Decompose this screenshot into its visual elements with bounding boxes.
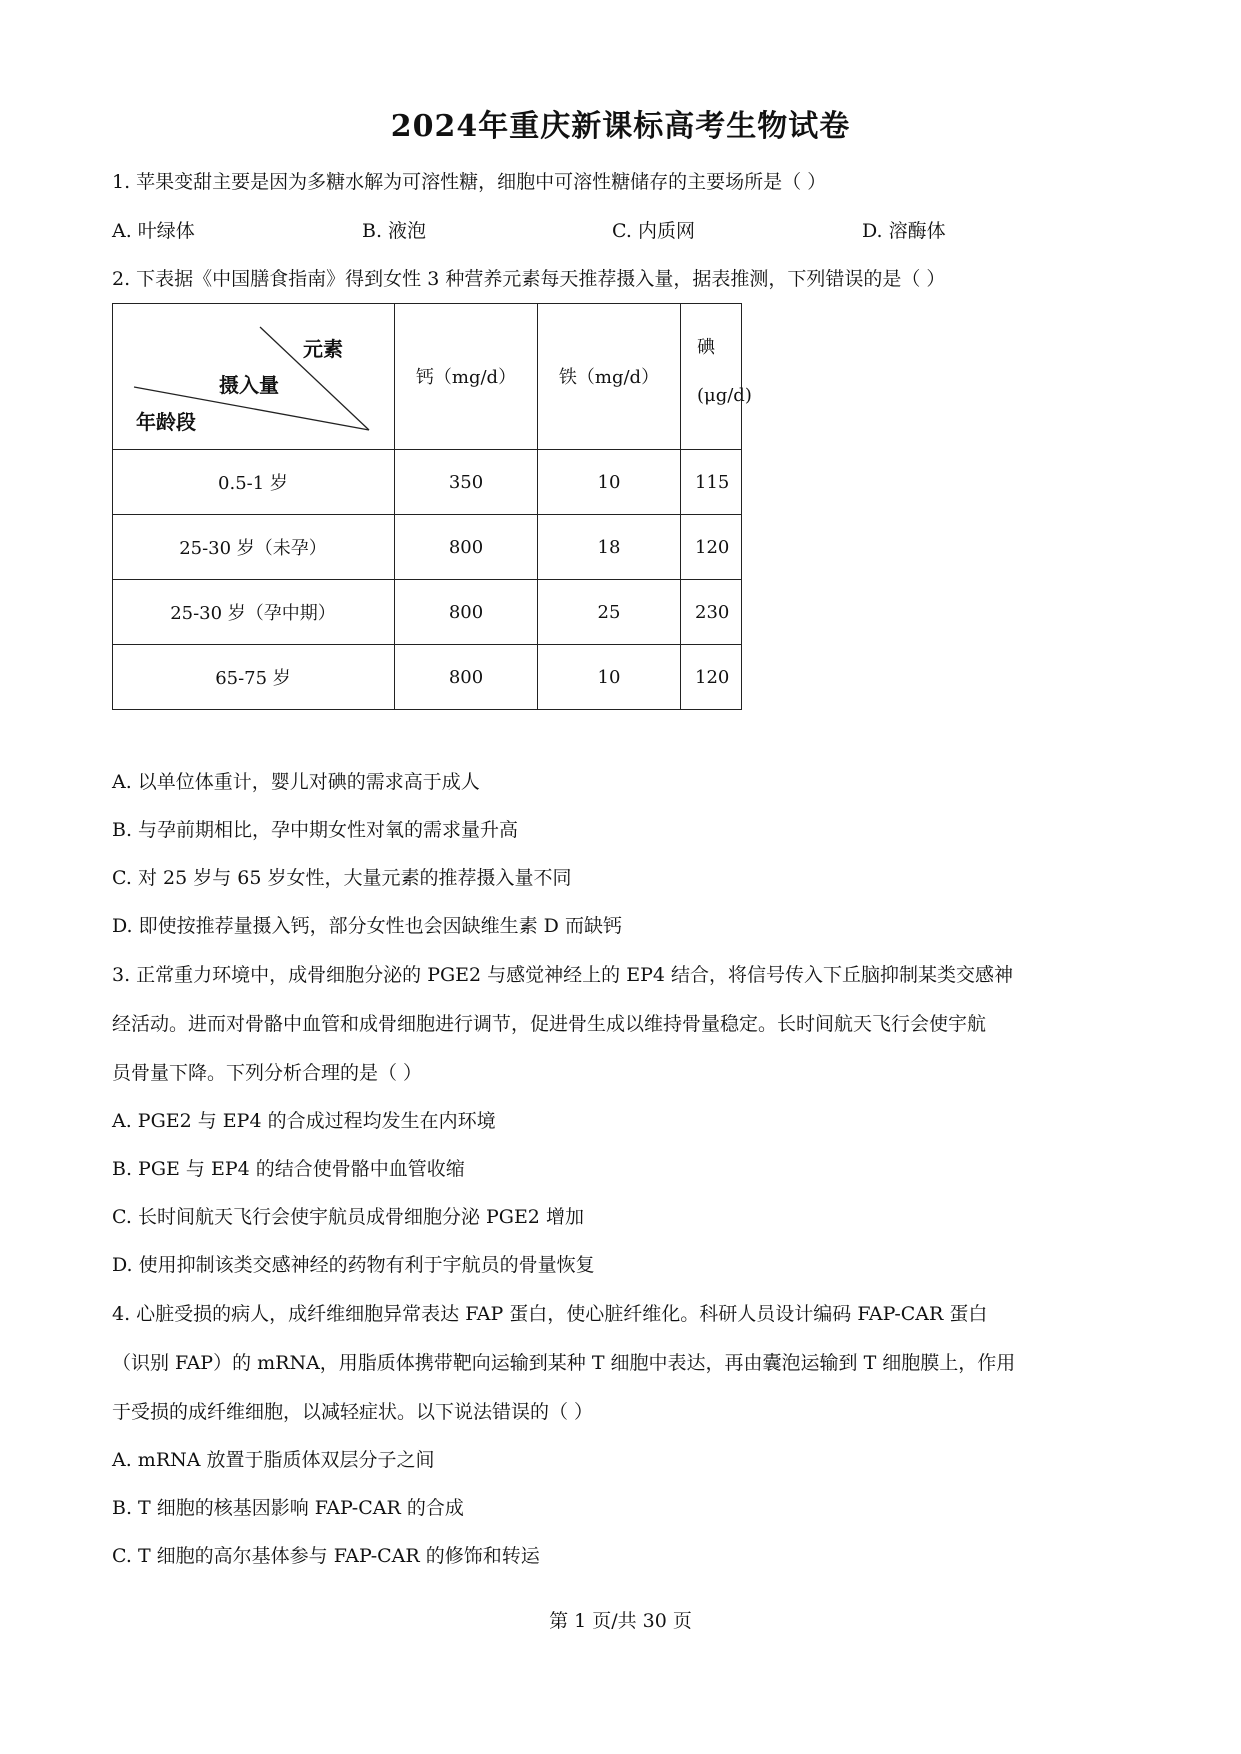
question-2-option-d: D. 即使按推荐量摄入钙，部分女性也会因缺维生素 D 而缺钙 [112, 915, 622, 937]
table-cell-age: 25-30 岁（孕中期） [112, 580, 395, 645]
table-cell-iodine: 120 [681, 515, 742, 580]
table-cell-iron: 10 [538, 645, 681, 710]
question-3-option-c: C. 长时间航天飞行会使宇航员成骨细胞分泌 PGE2 增加 [112, 1206, 584, 1228]
question-4-stem-line-1: 4. 心脏受损的病人，成纤维细胞异常表达 FAP 蛋白，使心脏纤维化。科研人员设计编码 FAP-CAR 蛋白 [112, 1303, 988, 1325]
table-cell-iodine: 120 [681, 645, 742, 710]
question-3-option-d: D. 使用抑制该类交感神经的药物有利于宇航员的骨量恢复 [112, 1254, 595, 1276]
table-cell-calcium: 350 [395, 450, 538, 515]
question-1-option-a: A. 叶绿体 [112, 220, 195, 242]
question-4-option-a: A. mRNA 放置于脂质体双层分子之间 [112, 1449, 435, 1471]
table-cell-age: 0.5-1 岁 [112, 450, 395, 515]
question-4-option-c: C. T 细胞的高尔基体参与 FAP-CAR 的修饰和转运 [112, 1545, 540, 1567]
table-cell-age: 65-75 岁 [112, 645, 395, 710]
question-2-stem: 2. 下表据《中国膳食指南》得到女性 3 种营养元素每天推荐摄入量，据表推测，下列错误的是（ ） [112, 268, 946, 290]
page-number-footer: 第 1 页/共 30 页 [549, 1610, 692, 1632]
table-cell-iodine: 230 [681, 580, 742, 645]
table-cell-iron: 18 [538, 515, 681, 580]
question-3-option-a: A. PGE2 与 EP4 的合成过程均发生在内环境 [112, 1110, 496, 1132]
table-cell-calcium: 800 [395, 645, 538, 710]
table-corner-cell [112, 303, 395, 450]
question-3-stem-line-2: 经活动。进而对骨骼中血管和成骨细胞进行调节，促进骨生成以维持骨量稳定。长时间航天飞行会使宇航 [112, 1013, 987, 1035]
question-4-stem-line-3: 于受损的成纤维细胞，以减轻症状。以下说法错误的（ ） [112, 1401, 594, 1423]
question-2-option-b: B. 与孕前期相比，孕中期女性对氧的需求量升高 [112, 819, 519, 841]
question-1-option-b: B. 液泡 [362, 220, 427, 242]
corner-label-intake: 摄入量 [219, 373, 279, 397]
table-cell-iodine: 115 [681, 450, 742, 515]
iodine-unit: (μg/d) [697, 385, 752, 406]
table-cell-age: 25-30 岁（未孕） [112, 515, 395, 580]
page-title: 2024年重庆新课标高考生物试卷 [390, 109, 851, 144]
question-1-stem: 1. 苹果变甜主要是因为多糖水解为可溶性糖，细胞中可溶性糖储存的主要场所是（ ） [112, 171, 827, 193]
table-header-iron: 铁（mg/d） [538, 303, 681, 450]
question-3-stem-line-3: 员骨量下降。下列分析合理的是（ ） [112, 1062, 423, 1084]
table-cell-calcium: 800 [395, 515, 538, 580]
question-3-option-b: B. PGE 与 EP4 的结合使骨骼中血管收缩 [112, 1158, 465, 1180]
question-2-option-c: C. 对 25 岁与 65 岁女性，大量元素的推荐摄入量不同 [112, 867, 572, 889]
question-3-stem-line-1: 3. 正常重力环境中，成骨细胞分泌的 PGE2 与感觉神经上的 EP4 结合，将信号传入下丘脑抑制某类交感神 [112, 964, 1013, 986]
corner-label-element: 元素 [303, 337, 343, 361]
question-1-option-c: C. 内质网 [612, 220, 695, 242]
question-2-option-a: A. 以单位体重计，婴儿对碘的需求高于成人 [112, 771, 480, 793]
question-4-stem-line-2: （识别 FAP）的 mRNA，用脂质体携带靶向运输到某种 T 细胞中表达，再由囊泡运输到 T 细胞膜上，作用 [112, 1352, 1016, 1374]
table-cell-iron: 10 [538, 450, 681, 515]
table-cell-calcium: 800 [395, 580, 538, 645]
table-header-calcium: 钙（mg/d） [395, 303, 538, 450]
question-1-option-d: D. 溶酶体 [862, 220, 946, 242]
iodine-label: 碘 [697, 337, 715, 358]
table-cell-iron: 25 [538, 580, 681, 645]
table-header-iodine [681, 303, 752, 450]
corner-label-age: 年龄段 [136, 410, 196, 434]
nutrient-table [112, 303, 752, 708]
question-4-option-b: B. T 细胞的核基因影响 FAP-CAR 的合成 [112, 1497, 464, 1519]
